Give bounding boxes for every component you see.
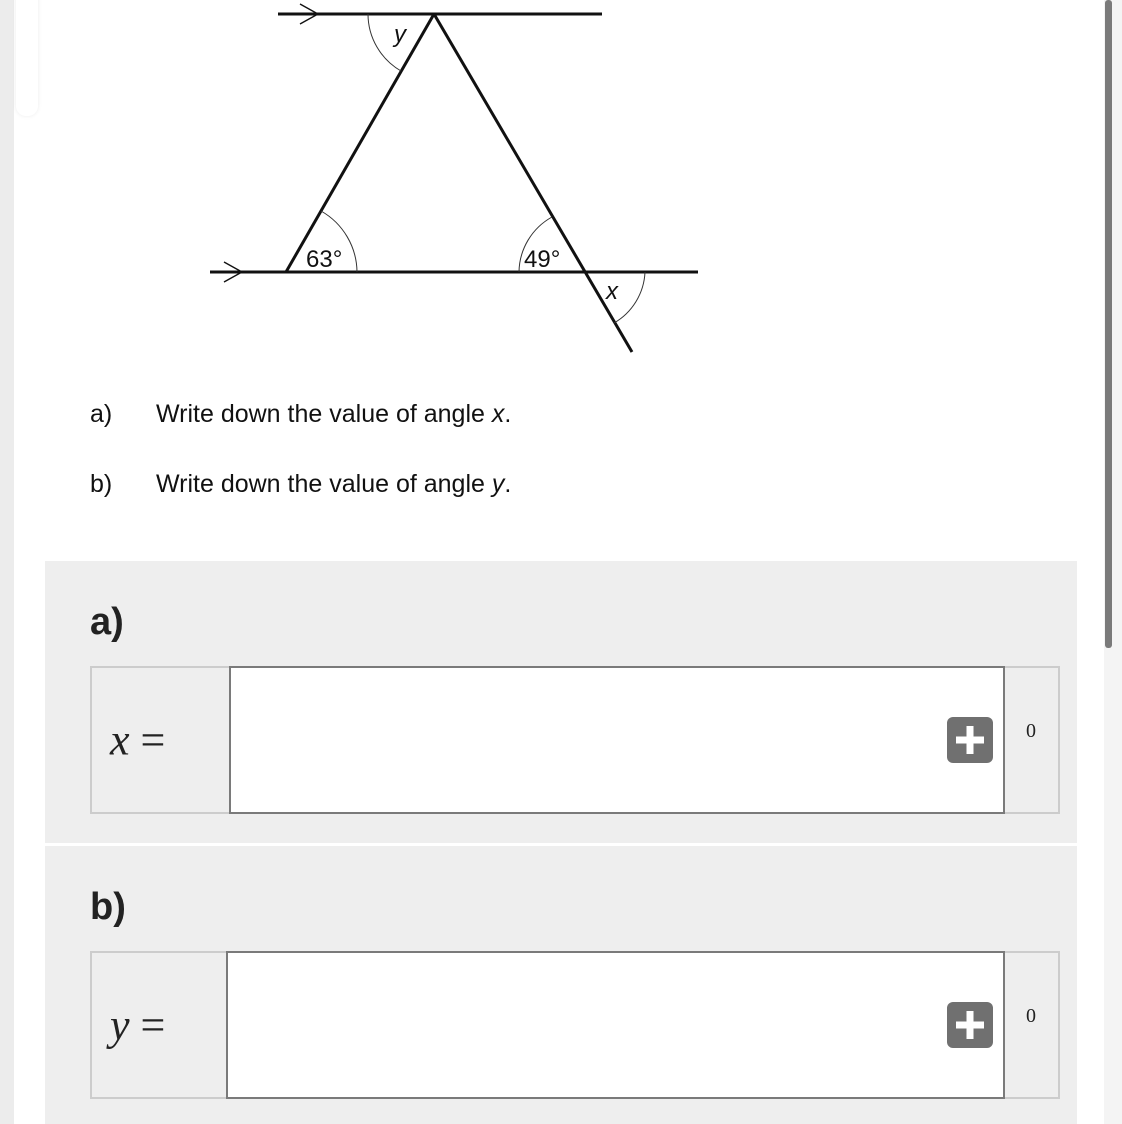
question-a-label: a) (90, 400, 113, 428)
plus-square-icon[interactable] (947, 717, 993, 763)
equation-lhs-y (110, 1000, 165, 1051)
part-label-b: b) (90, 886, 126, 928)
variable-x: x (110, 715, 130, 765)
angle-diagram (0, 0, 1100, 370)
question-a-variable: x (491, 400, 505, 428)
angle-label-63: 63° (306, 246, 343, 273)
answer-panel-a (45, 561, 1077, 843)
answer-input-y[interactable] (226, 951, 1005, 1099)
scrollbar-thumb[interactable] (1105, 0, 1112, 648)
left-side-line (286, 14, 434, 272)
answer-row-a (90, 666, 1060, 814)
variable-y: y (110, 1000, 130, 1050)
equals-sign: = (140, 1000, 166, 1050)
angle-label-49: 49° (524, 246, 561, 273)
answer-counter-b: 0 (1026, 1005, 1036, 1027)
question-b (90, 470, 511, 499)
answer-row-b (90, 951, 1060, 1099)
angle-arc-x (614, 272, 645, 323)
answer-input-x[interactable] (229, 666, 1005, 814)
answer-panel-b (45, 846, 1077, 1124)
question-b-text: Write down the value of angle (156, 470, 492, 498)
part-label-a: a) (90, 601, 124, 643)
equals-sign: = (140, 715, 166, 765)
question-b-variable: y (491, 470, 505, 498)
angle-label-x: x (606, 278, 618, 305)
right-side-line (434, 14, 632, 352)
question-a (90, 400, 511, 429)
question-a-text: Write down the value of angle (156, 400, 492, 428)
angle-label-y: y (394, 21, 406, 48)
plus-square-icon[interactable] (947, 1002, 993, 1048)
question-b-label: b) (90, 470, 113, 498)
question-b-end: . (504, 470, 512, 498)
question-a-end: . (504, 400, 512, 428)
equation-lhs-x (110, 715, 165, 766)
answer-counter-a: 0 (1026, 720, 1036, 742)
